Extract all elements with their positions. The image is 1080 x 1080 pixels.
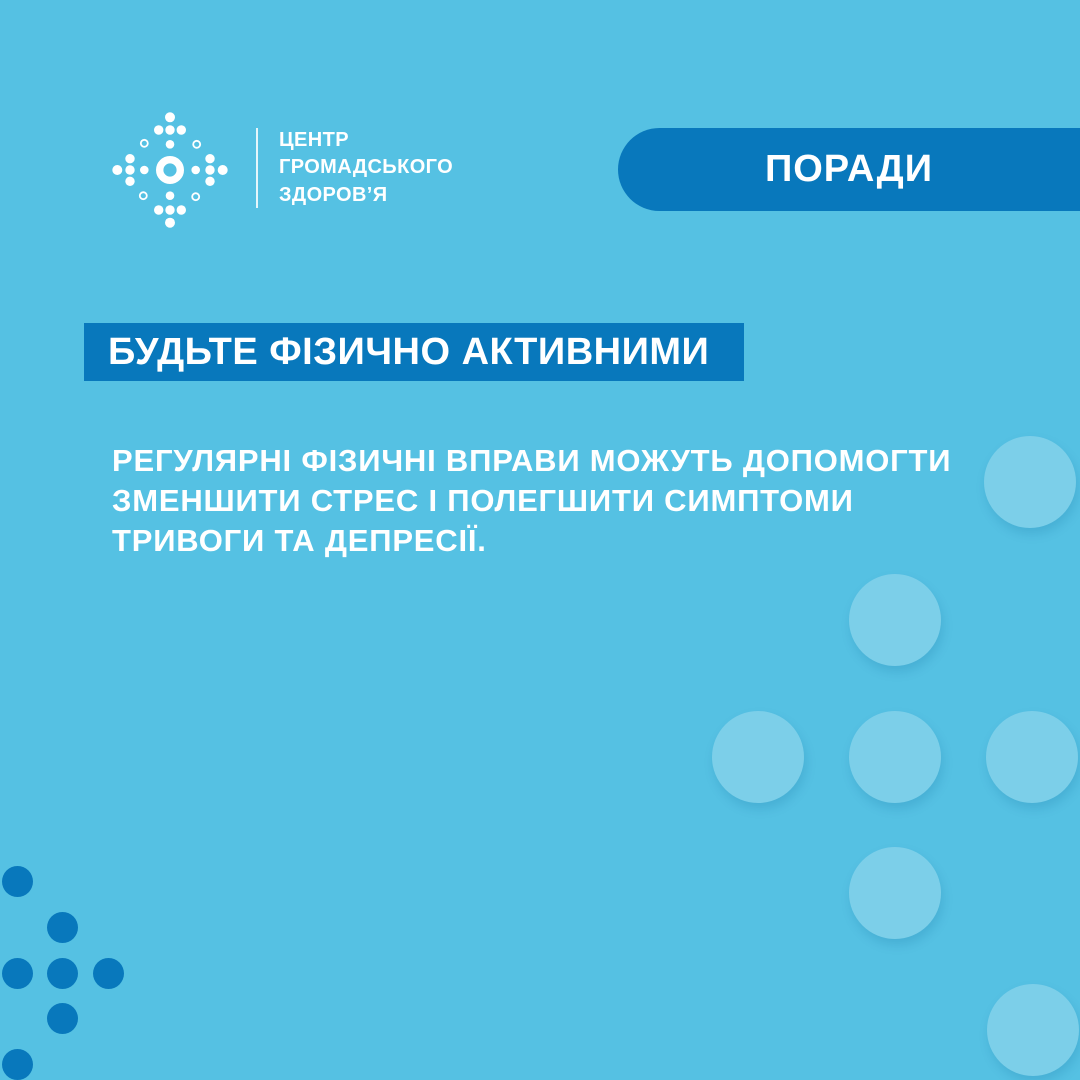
decorative-light-circle [984, 436, 1076, 528]
logo-line-3: ЗДОРОВ’Я [279, 183, 388, 206]
body-line-1: РЕГУЛЯРНІ ФІЗИЧНІ ВПРАВИ МОЖУТЬ ДОПОМОГТИ [112, 443, 952, 478]
page-title: БУДЬТЕ ФІЗИЧНО АКТИВНИМИ [108, 330, 710, 373]
decorative-dark-dot [2, 1049, 33, 1080]
public-health-center-logo-icon [105, 105, 235, 235]
decorative-dark-dot [93, 958, 124, 989]
decorative-dark-dot [2, 958, 33, 989]
decorative-dark-dot [47, 1003, 78, 1034]
decorative-light-circle [712, 711, 804, 803]
category-badge-label: ПОРАДИ [764, 148, 934, 190]
title-banner [84, 323, 744, 381]
decorative-dark-dot [47, 912, 78, 943]
decorative-light-circle [849, 847, 941, 939]
category-badge [618, 128, 1080, 211]
decorative-light-circle [987, 984, 1079, 1076]
decorative-light-circle [986, 711, 1078, 803]
decorative-dark-dot [2, 866, 33, 897]
body-line-3: ТРИВОГИ ТА ДЕПРЕСІЇ. [112, 523, 487, 558]
logo-line-1: ЦЕНТР [279, 129, 349, 151]
decorative-light-circle [849, 711, 941, 803]
logo-wordmark [279, 127, 453, 209]
body-copy [112, 441, 951, 561]
decorative-dark-dot [47, 958, 78, 989]
body-line-2: ЗМЕНШИТИ СТРЕС І ПОЛЕГШИТИ СИМПТОМИ [112, 483, 854, 518]
logo-separator [256, 128, 258, 208]
decorative-light-circle [849, 574, 941, 666]
logo-line-2: ГРОМАДСЬКОГО [279, 156, 454, 179]
